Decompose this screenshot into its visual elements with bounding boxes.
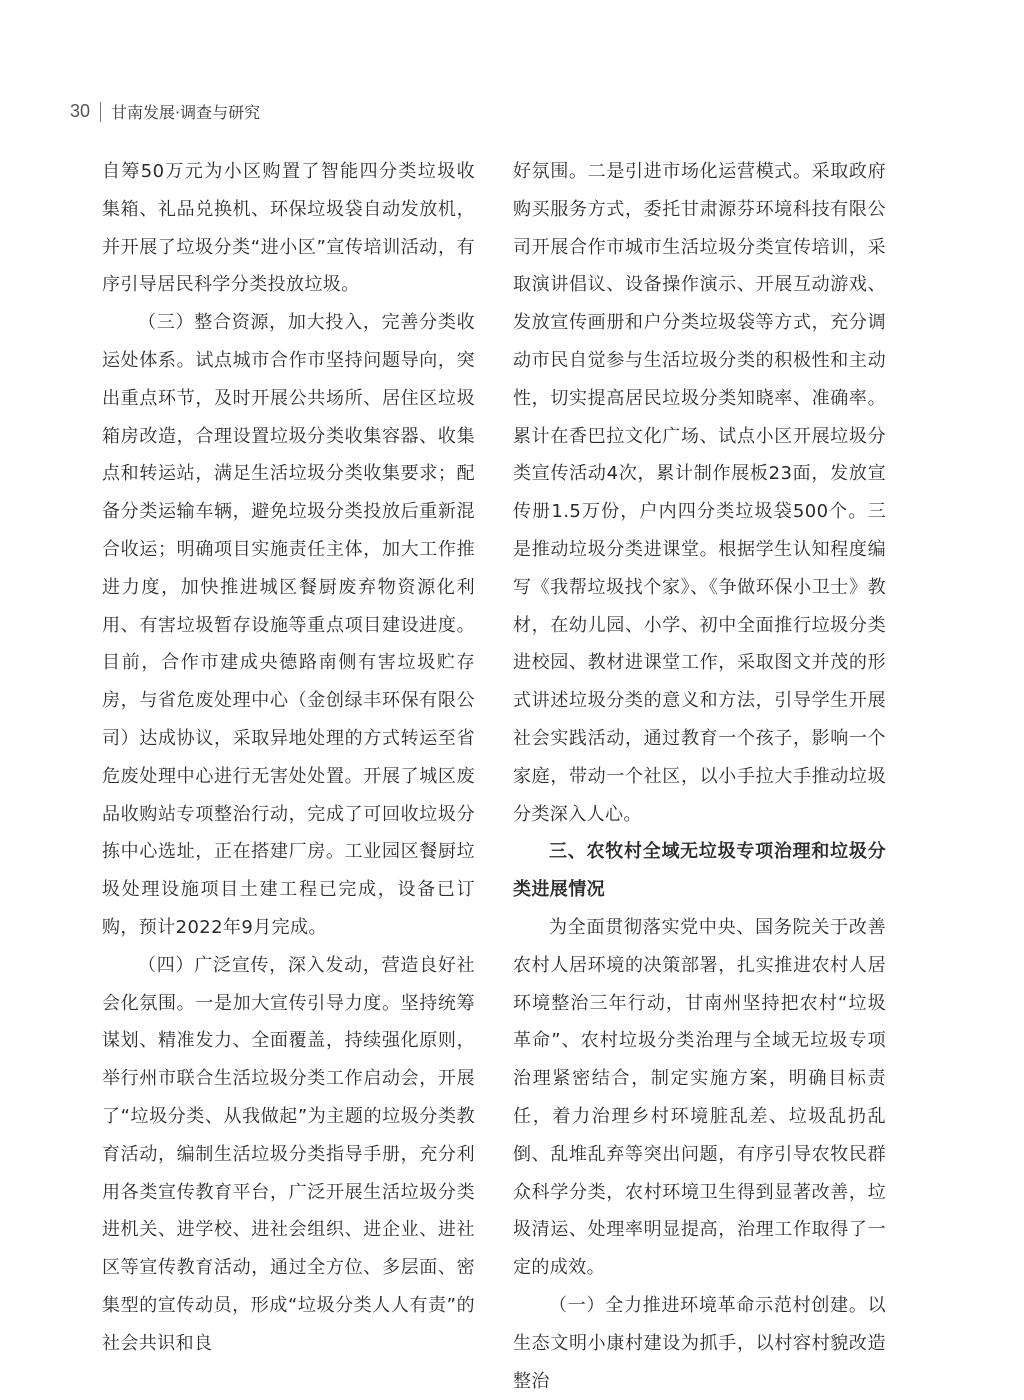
paragraph: 好氛围。二是引进市场化运营模式。采取政府购买服务方式，委托甘肃源芬环境科技有限公司开展合作市城市生活垃圾分类宣传培训，采取演讲倡议、设备操作演示、开展互动游戏、发放宣传画册和户分类垃圾袋等方式，充分调动市民自觉参与生活垃圾分类的积极性和主动性，切实提高居民垃圾分类知晓率、准确率。累计在香巴拉文化广场、试点小区开展垃圾分类宣传活动4次，累计制作展板23面，发放宣传册1.5万份，户内四分类垃圾袋500个。三是推动垃圾分类进课堂。根据学生认知程度编写《我帮垃圾找个家》、《争做环保小卫士》教材，在幼儿园、小学、初中全面推行垃圾分类进校园、教材进课堂工作，采取图文并茂的形式讲述垃圾分类的意义和方法，引导学生开展社会实践活动，通过教育一个孩子，影响一个家庭，带动一个社区，以小手拉大手推动垃圾分类深入人心。 — [513, 161, 886, 825]
header-divider — [100, 102, 101, 122]
paragraph: （四）广泛宣传，深入发动，营造良好社会化氛围。一是加大宣传引导力度。坚持统筹谋划、精准发力、全面覆盖，持续强化原则，举行州市联合生活垃圾分类工作启动会，开展了“垃圾分类、从我做起”为主题的垃圾分类教育活动，编制生活垃圾分类指导手册，充分利用各类宣传教育平台，广泛开展生活垃圾分类进机关、进学校、进社会组织、进企业、进社区等宣传教育活动，通过全方位、多层面、密集型的宣传动员，形成“垃圾分类人人有责”的社会共识和良 — [102, 954, 475, 1354]
running-header — [70, 100, 260, 123]
section-heading: 三、农牧村全域无垃圾专项治理和垃圾分类进展情况 — [513, 841, 886, 901]
running-title: 甘南发展·调查与研究 — [111, 103, 261, 122]
left-column — [102, 153, 475, 1363]
paragraph: 自筹50万元为小区购置了智能四分类垃圾收集箱、礼品兑换机、环保垃圾袋自动发放机，并开展了垃圾分类“进小区”宣传培训活动，有序引导居民科学分类投放垃圾。 — [102, 161, 475, 296]
paragraph: （一）全力推进环境革命示范村创建。以生态文明小康村建设为抓手，以村容村貌改造整治 — [513, 1294, 886, 1392]
paragraph: （三）整合资源，加大投入，完善分类收运处体系。试点城市合作市坚持问题导向，突出重点环节，及时开展公共场所、居住区垃圾箱房改造，合理设置垃圾分类收集容器、收集点和转运站，满足生活垃圾分类收集要求；配备分类运输车辆，避免垃圾分类投放后重新混合收运；明确项目实施责任主体，加大工作推进力度，加快推进城区餐厨废弃物资源化利用、有害垃圾暂存设施等重点项目建设进度。目前，合作市建成央德路南侧有害垃圾贮存房，与省危废处理中心（金创绿丰环保有限公司）达成协议，采取异地处理的方式转运至省危废处理中心进行无害处处置。开展了城区废品收购站专项整治行动，完成了可回收垃圾分拣中心选址，正在搭建厂房。工业园区餐厨垃圾处理设施项目土建工程已完成，设备已订购，预计2022年9月完成。 — [102, 312, 475, 938]
page-number: 30 — [70, 101, 91, 121]
paragraph: 为全面贯彻落实党中央、国务院关于改善农村人居环境的决策部署，扎实推进农村人居环境整治三年行动，甘南州坚持把农村“垃圾革命”、农村垃圾分类治理与全域无垃圾专项治理紧密结合，制定实施方案，明确目标责任，着力治理乡村环境脏乱差、垃圾乱扔乱倒、乱堆乱弃等突出问题，有序引导农牧民群众科学分类，农村环境卫生得到显著改善，垃圾清运、处理率明显提高，治理工作取得了一定的成效。 — [513, 916, 886, 1279]
right-column — [513, 153, 886, 1400]
